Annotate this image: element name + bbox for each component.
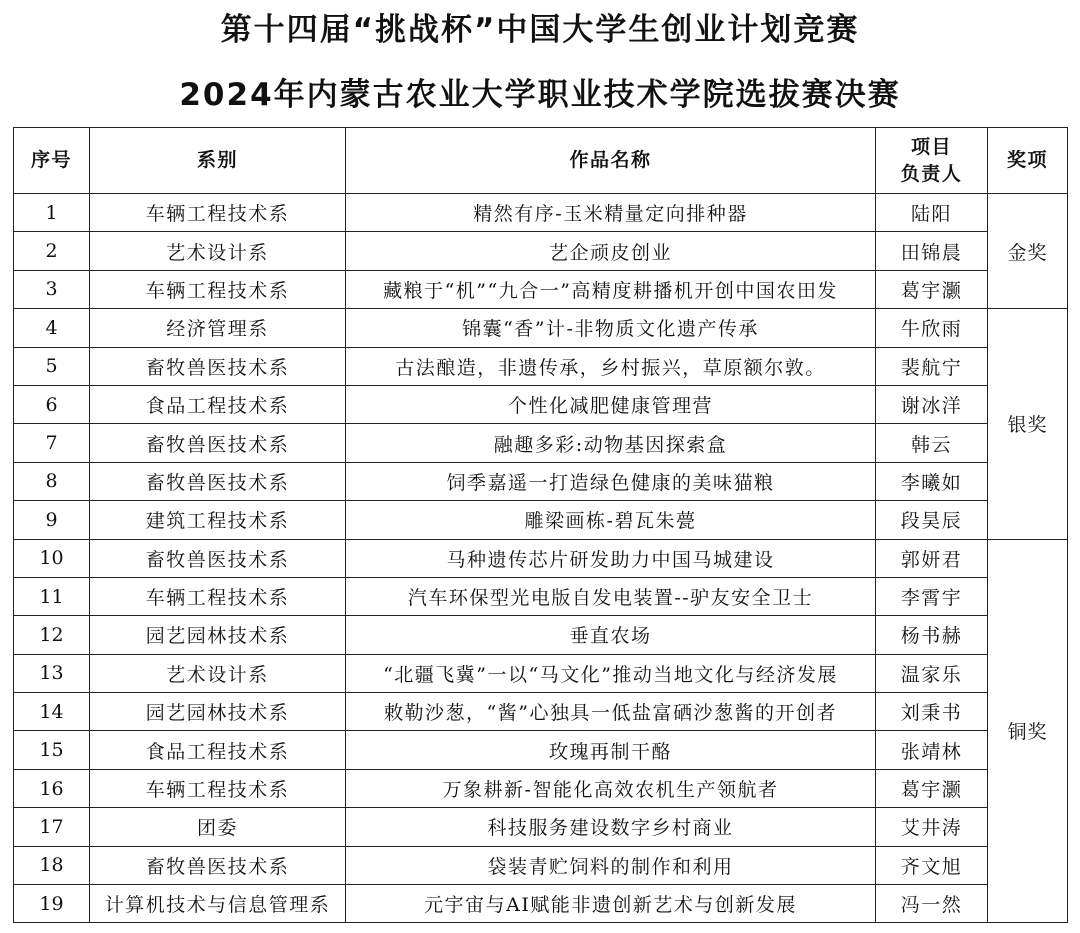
cell-seq: 3	[14, 270, 90, 308]
cell-leader: 葛宇灏	[876, 769, 988, 807]
cell-dept: 车辆工程技术系	[90, 577, 346, 615]
cell-work: 精然有序-玉米精量定向排种器	[346, 194, 876, 232]
table-row	[14, 462, 1068, 500]
table-row	[14, 194, 1068, 232]
table-row	[14, 424, 1068, 462]
cell-dept: 食品工程技术系	[90, 385, 346, 423]
table-row	[14, 347, 1068, 385]
cell-seq: 1	[14, 194, 90, 232]
cell-dept: 园艺园林技术系	[90, 616, 346, 654]
cell-seq: 12	[14, 616, 90, 654]
cell-leader: 冯一然	[876, 885, 988, 923]
cell-dept: 园艺园林技术系	[90, 693, 346, 731]
cell-leader: 牛欣雨	[876, 309, 988, 347]
table-row	[14, 769, 1068, 807]
cell-seq: 5	[14, 347, 90, 385]
cell-work: 雕梁画栋-碧瓦朱甍	[346, 501, 876, 539]
cell-dept: 畜牧兽医技术系	[90, 539, 346, 577]
cell-seq: 2	[14, 232, 90, 270]
table-row	[14, 232, 1068, 270]
cell-dept: 车辆工程技术系	[90, 270, 346, 308]
cell-leader: 艾井涛	[876, 808, 988, 846]
cell-seq: 19	[14, 885, 90, 923]
table-row	[14, 309, 1068, 347]
cell-leader: 齐文旭	[876, 846, 988, 884]
header-seq: 序号	[14, 128, 90, 194]
cell-leader: 张靖林	[876, 731, 988, 769]
cell-leader: 韩云	[876, 424, 988, 462]
cell-work: 藏粮于“机”“九合一”高精度耕播机开创中国农田发	[346, 270, 876, 308]
cell-leader: 段昊辰	[876, 501, 988, 539]
table-row	[14, 577, 1068, 615]
header-leader-line1: 项目	[910, 135, 952, 158]
table-row	[14, 846, 1068, 884]
table-row	[14, 808, 1068, 846]
cell-work: 汽车环保型光电版自发电装置--驴友安全卫士	[346, 577, 876, 615]
cell-leader: 温家乐	[876, 654, 988, 692]
cell-seq: 18	[14, 846, 90, 884]
cell-work: “北疆飞冀”一以“马文化”推动当地文化与经济发展	[346, 654, 876, 692]
cell-award: 金奖	[988, 194, 1068, 309]
cell-dept: 车辆工程技术系	[90, 769, 346, 807]
cell-dept: 团委	[90, 808, 346, 846]
cell-work: 袋装青贮饲料的制作和利用	[346, 846, 876, 884]
document-title: 第十四届“挑战杯”中国大学生创业计划竞赛	[220, 12, 860, 48]
cell-dept: 畜牧兽医技术系	[90, 347, 346, 385]
cell-leader: 裴航宁	[876, 347, 988, 385]
cell-seq: 16	[14, 769, 90, 807]
cell-work: 元宇宙与AI赋能非遗创新艺术与创新发展	[346, 885, 876, 923]
header-leader	[876, 128, 988, 194]
cell-dept: 车辆工程技术系	[90, 194, 346, 232]
cell-dept: 食品工程技术系	[90, 731, 346, 769]
cell-seq: 14	[14, 693, 90, 731]
cell-seq: 13	[14, 654, 90, 692]
cell-dept: 畜牧兽医技术系	[90, 846, 346, 884]
cell-seq: 15	[14, 731, 90, 769]
cell-leader: 李霄宇	[876, 577, 988, 615]
header-leader-line2: 负责人	[900, 162, 963, 185]
cell-work: 个性化减肥健康管理营	[346, 385, 876, 423]
table-row	[14, 654, 1068, 692]
cell-seq: 4	[14, 309, 90, 347]
cell-award: 铜奖	[988, 539, 1068, 923]
cell-leader: 谢冰洋	[876, 385, 988, 423]
cell-dept: 艺术设计系	[90, 654, 346, 692]
cell-work: 垂直农场	[346, 616, 876, 654]
cell-work: 科技服务建设数字乡村商业	[346, 808, 876, 846]
table-header-row	[14, 128, 1068, 194]
cell-seq: 7	[14, 424, 90, 462]
cell-work: 玫瑰再制干酪	[346, 731, 876, 769]
cell-leader: 田锦晨	[876, 232, 988, 270]
cell-dept: 建筑工程技术系	[90, 501, 346, 539]
cell-leader: 陆阳	[876, 194, 988, 232]
cell-seq: 6	[14, 385, 90, 423]
table-row	[14, 270, 1068, 308]
cell-leader: 杨书赫	[876, 616, 988, 654]
cell-leader: 郭妍君	[876, 539, 988, 577]
table-row	[14, 731, 1068, 769]
cell-seq: 8	[14, 462, 90, 500]
table-row	[14, 539, 1068, 577]
cell-dept: 经济管理系	[90, 309, 346, 347]
cell-work: 万象耕新-智能化高效农机生产领航者	[346, 769, 876, 807]
cell-seq: 9	[14, 501, 90, 539]
cell-dept: 畜牧兽医技术系	[90, 462, 346, 500]
table-row	[14, 885, 1068, 923]
cell-seq: 10	[14, 539, 90, 577]
cell-work: 马种遗传芯片研发助力中国马城建设	[346, 539, 876, 577]
cell-seq: 11	[14, 577, 90, 615]
cell-work: 敕勒沙葱，“酱”心独具一低盐富硒沙葱酱的开创者	[346, 693, 876, 731]
document-subtitle: 2024年内蒙古农业大学职业技术学院选拔赛决赛	[179, 77, 901, 113]
cell-seq: 17	[14, 808, 90, 846]
table-row	[14, 501, 1068, 539]
header-dept: 系别	[90, 128, 346, 194]
table-row	[14, 385, 1068, 423]
header-work: 作品名称	[346, 128, 876, 194]
cell-leader: 李曦如	[876, 462, 988, 500]
cell-work: 艺企顽皮创业	[346, 232, 876, 270]
cell-work: 饲季嘉遥一打造绿色健康的美味猫粮	[346, 462, 876, 500]
cell-dept: 畜牧兽医技术系	[90, 424, 346, 462]
cell-dept: 计算机技术与信息管理系	[90, 885, 346, 923]
cell-work: 融趣多彩:动物基因探索盒	[346, 424, 876, 462]
results-table	[13, 127, 1068, 923]
cell-leader: 葛宇灏	[876, 270, 988, 308]
cell-dept: 艺术设计系	[90, 232, 346, 270]
cell-award: 银奖	[988, 309, 1068, 539]
table-row	[14, 616, 1068, 654]
cell-work: 古法酿造，非遗传承，乡村振兴，草原额尔敦。	[346, 347, 876, 385]
cell-leader: 刘秉书	[876, 693, 988, 731]
table-row	[14, 693, 1068, 731]
table-body	[14, 194, 1068, 923]
header-award: 奖项	[988, 128, 1068, 194]
cell-work: 锦囊“香”计-非物质文化遗产传承	[346, 309, 876, 347]
